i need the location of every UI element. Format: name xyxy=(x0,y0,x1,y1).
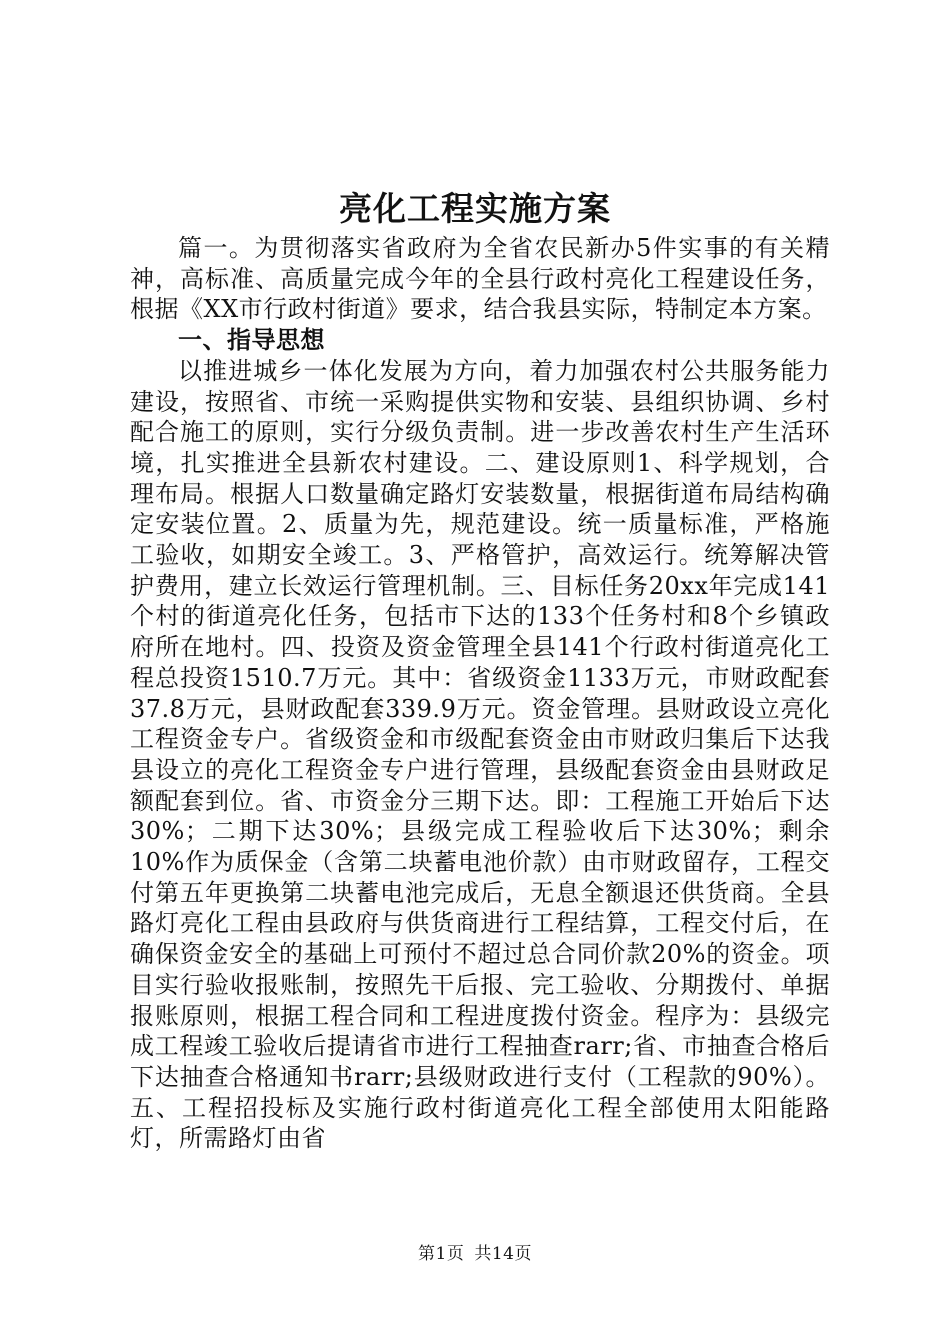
document-body xyxy=(130,233,830,1154)
page-footer xyxy=(0,1242,950,1266)
section-body-paragraph: 以推进城乡一体化发展为方向，着力加强农村公共服务能力建设，按照省、市统一采购提供实物和安装、县组织协调、乡村配合施工的原则，实行分级负责制。进一步改善农村生产生活环境，扎实推进全县新农村建设。二、建设原则1、科学规划，合理布局。根据人口数量确定路灯安装数量，根据街道布局结构确定安装位置。2、质量为先，规范建设。统一质量标准，严格施工验收，如期安全竣工。3、严格管护，高效运行。统筹解决管护费用，建立长效运行管理机制。三、目标任务20xx年完成141个村的街道亮化任务，包括市下达的133个任务村和8个乡镇政府所在地村。四、投资及资金管理全县141个行政村街道亮化工程总投资1510.7万元。其中：省级资金1133万元，市财政配套37.8万元，县财政配套339.9万元。资金管理。县财政设立亮化工程资金专户。省级资金和市级配套资金由市财政归集后下达我县设立的亮化工程资金专户进行管理，县级配套资金由县财政足额配套到位。省、市资金分三期下达。即：工程施工开始后下达30%；二期下达30%；县级完成工程验收后下达30%；剩余10%作为质保金（含第二块蓄电池价款）由市财政留存，工程交付第五年更换第二块蓄电池完成后，无息全额退还供货商。全县路灯亮化工程由县政府与供货商进行工程结算，工程交付后，在确保资金安全的基础上可预付不超过总合同价款20%的资金。项目实行验收报账制，按照先干后报、完工验收、分期拨付、单据报账原则，根据工程合同和工程进度拨付资金。程序为：县级完成工程竣工验收后提请省市进行工程抽查rarr;省、市抽查合格后下达抽查合格通知书rarr;县级财政进行支付（工程款的90%）。五、工程招投标及实施行政村街道亮化工程全部使用太阳能路灯，所需路灯由省 xyxy=(130,356,830,1153)
section-heading-guiding-ideology: 一、指导思想 xyxy=(178,325,325,355)
page-number: 第1页 xyxy=(418,1244,465,1264)
page-total: 共14页 xyxy=(474,1244,532,1264)
intro-paragraph: 篇一。为贯彻落实省政府为全省农民新办5件实事的有关精神，高标准、高质量完成今年的全县行政村亮化工程建设任务，根据《XX市行政村街道》要求，结合我县实际，特制定本方案。 xyxy=(130,234,830,324)
document-title: 亮化工程实施方案 xyxy=(339,189,611,228)
